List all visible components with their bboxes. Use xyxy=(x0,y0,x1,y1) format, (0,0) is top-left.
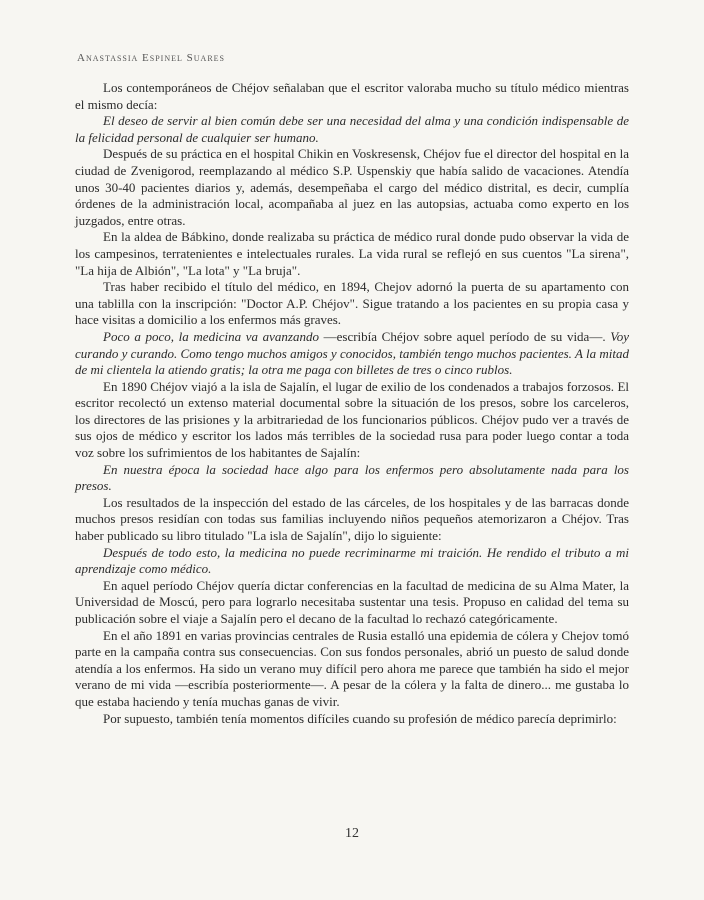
attribution-fragment: —escribía Chéjov sobre aquel período de su vida—. xyxy=(318,328,611,344)
page-number: 12 xyxy=(345,826,359,841)
quote-paragraph: Después de todo esto, la medicina no puede recriminarme mi traición. He rendido el tributo a mi aprendizaje como médico. xyxy=(75,544,629,577)
running-header: Anastassia Espinel Suares xyxy=(77,52,225,64)
paragraph: Tras haber recibido el título del médico, en 1894, Chejov adornó la puerta de su apartamento con una tablilla con la inscripción: "Doctor A.P. Chéjov". Sigue tratando a los pacientes en su propia casa y hace visitas a domicilio a los enfermos más graves. xyxy=(75,279,629,328)
paragraph: En el año 1891 en varias provincias centrales de Rusia estalló una epidemia de cólera y Chejov tomó parte en la campaña contra sus consecuencias. Con sus fondos personales, abrió un puesto de salud donde atendía a los enfermos. Ha sido un verano muy difícil pero ahora me parece que también ha sido el mejor verano de mi vida —escribía posteriormente—. A pesar de la cólera y la falta de dinero... me gustaba lo que estaba haciendo y tenía muchas ganas de vivir. xyxy=(75,627,629,709)
paragraph: Después de su práctica en el hospital Chikin en Voskresensk, Chéjov fue el director del hospital en la ciudad de Zvenigorod, reemplazando al médico S.P. Uspenskiy que había salido de vacaciones. Atendía unos 30-40 pacientes diarios y, además, desempeñaba el cargo del médico distrital, es decir, cumplía órdenes de la administración local, acompañaba al juez en las autopsias, actuaba como experto en los juzgados, entre otras. xyxy=(75,146,629,228)
paragraph: En 1890 Chéjov viajó a la isla de Sajalín, el lugar de exilio de los condenados a trabajos forzosos. El escritor recolectó un extenso material documental sobre la situación de los presos, sobre los carceleros, los directores de las prisiones y la arbitrariedad de los funcionarios públicos. Chéjov pudo ver a través de sus ojos de médico y escritor los lados más terribles de la sociedad rusa para poder luego contar a toda voz sobre los sufrimientos de los habitantes de Sajalín: xyxy=(75,378,629,461)
quote-paragraph: En nuestra época la sociedad hace algo para los enfermos pero absolutamente nada para los presos. xyxy=(75,461,629,494)
mixed-quote-paragraph xyxy=(75,329,629,379)
paragraph: Los contemporáneos de Chéjov señalaban que el escritor valoraba mucho su título médico mientras el mismo decía: xyxy=(75,80,629,112)
body-text xyxy=(75,80,629,727)
quote-fragment: Poco a poco, la medicina va avanzando xyxy=(103,328,319,344)
paragraph: Los resultados de la inspección del estado de las cárceles, de los hospitales y de las barracas donde muchos presos residían con todas sus familias incluyendo niños pequeños atemorizaron a Chéjov. Tras haber publicado su libro titulado "La isla de Sajalín", dijo lo siguiente: xyxy=(75,494,629,544)
paragraph: En la aldea de Bábkino, donde realizaba su práctica de médico rural donde pudo observar la vida de los campesinos, terratenientes e intelectuales rurales. La vida rural se reflejó en sus cuentos "La sirena", "La hija de Albión", "La lota" y "La bruja". xyxy=(75,229,629,278)
quote-paragraph: El deseo de servir al bien común debe ser una necesidad del alma y una condición indispensable de la felicidad personal de cualquier ser humano. xyxy=(75,113,629,145)
paragraph: Por supuesto, también tenía momentos difíciles cuando su profesión de médico parecía deprimirlo: xyxy=(103,710,617,726)
quote-fragment: Voy curando y curando. Como tengo muchos amigos y conocidos, también tengo muchos pacientes. A la mitad de mi clientela la atiendo gratis; la otra me paga con billetes de tres o cinco rublos. xyxy=(75,328,630,378)
paragraph: En aquel período Chéjov quería dictar conferencias en la facultad de medicina de su Alma Mater, la Universidad de Moscú, pero para lograrlo necesitaba sustentar una tesis. Propuso en calidad del tema su publicación sobre el viaje a Sajalín pero el decano de la facultad lo rechazó categóricamente. xyxy=(75,577,629,626)
